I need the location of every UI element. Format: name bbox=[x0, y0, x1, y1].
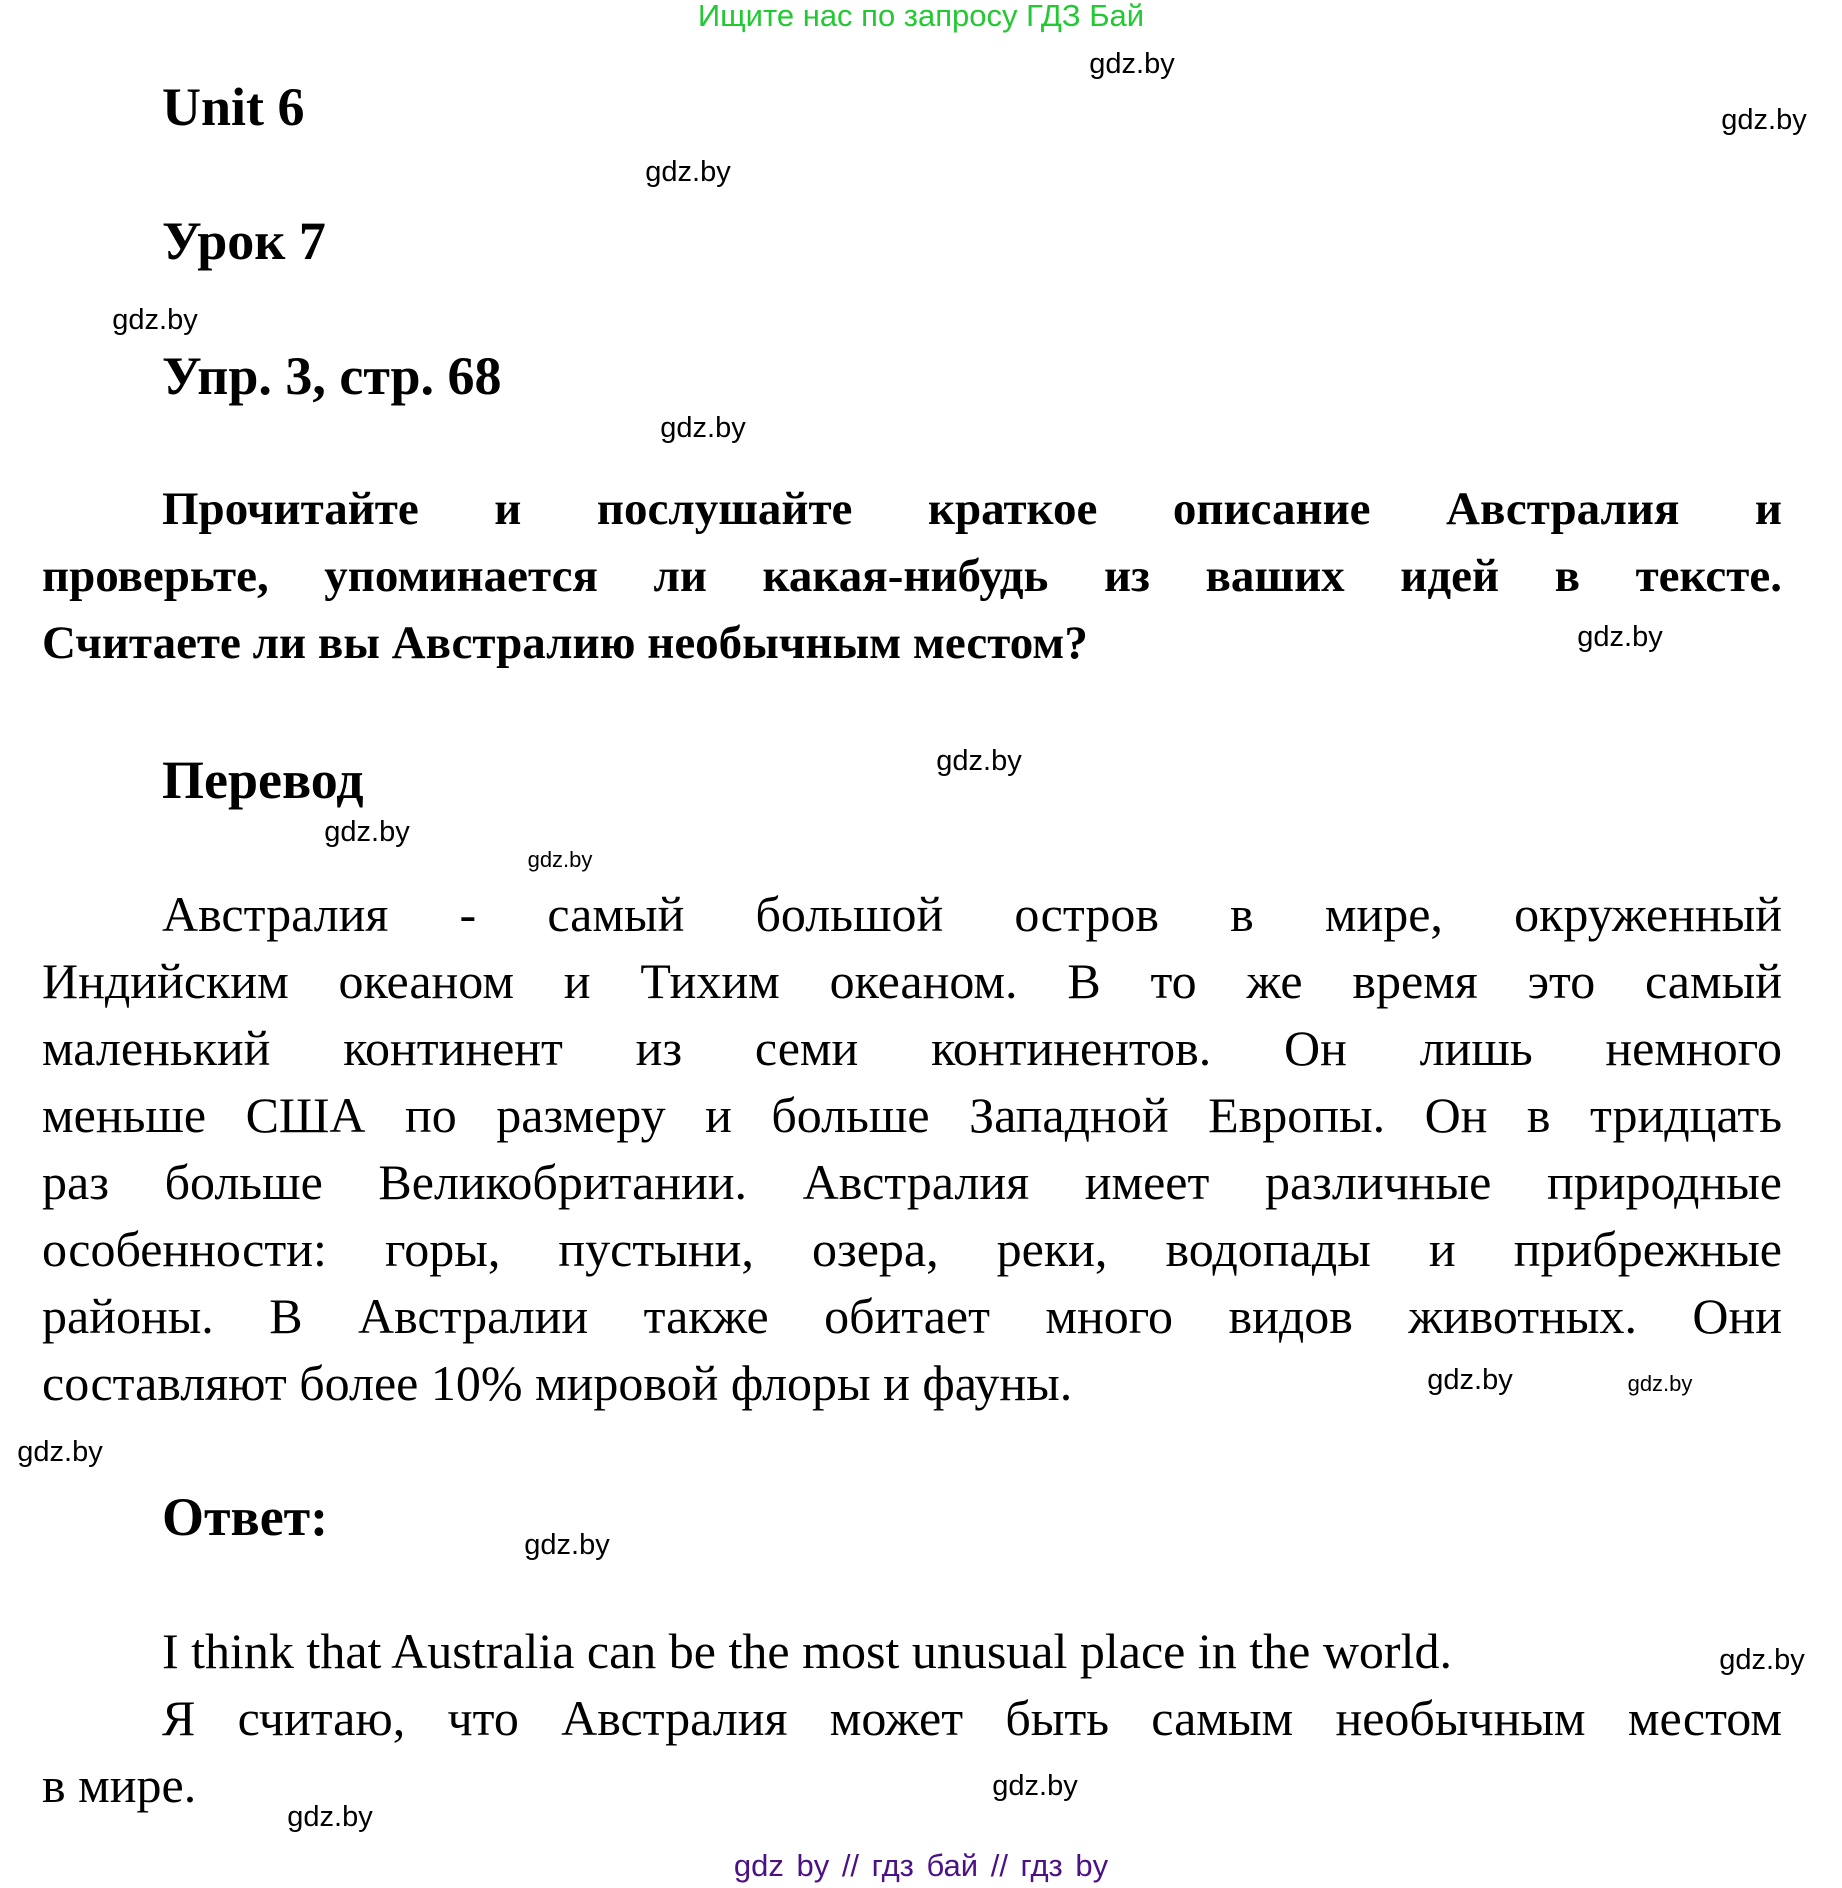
watermark: gdz.by bbox=[660, 412, 746, 444]
unit-heading: Unit 6 bbox=[162, 77, 305, 137]
task-line: Прочитайте и послушайте краткое описание Австралия и bbox=[162, 483, 1782, 535]
answer-heading: Ответ: bbox=[162, 1487, 329, 1547]
watermark: gdz.by bbox=[1427, 1364, 1513, 1396]
watermark: gdz.by bbox=[1719, 1644, 1805, 1676]
task-line: Считаете ли вы Австралию необычным местом? bbox=[42, 617, 1088, 669]
search-banner: Ищите нас по запросу ГДЗ Бай bbox=[697, 0, 1145, 33]
translation-line: Австралия - самый большой остров в мире, окруженный bbox=[162, 886, 1782, 942]
answer-line: Я считаю, что Австралия может быть самым необычным местом bbox=[162, 1690, 1782, 1746]
watermark: gdz.by bbox=[17, 1436, 103, 1468]
watermark: gdz.by bbox=[645, 156, 731, 188]
watermark: gdz.by bbox=[936, 745, 1022, 777]
exercise-heading: Упр. 3, стр. 68 bbox=[162, 346, 502, 406]
watermark: gdz.by bbox=[112, 304, 198, 336]
watermark: gdz.by bbox=[1721, 104, 1807, 136]
translation-line: раз больше Великобритании. Австралия имеет различные природные bbox=[42, 1154, 1782, 1210]
translation-line: особенности: горы, пустыни, озера, реки, водопады и прибрежные bbox=[42, 1221, 1782, 1277]
footer-links: gdz by // гдз бай // гдз by bbox=[733, 1848, 1109, 1883]
watermark: gdz.by bbox=[527, 847, 593, 872]
translation-line: Индийским океаном и Тихим океаном. В то же время это самый bbox=[42, 953, 1782, 1009]
watermark: gdz.by bbox=[287, 1801, 373, 1833]
answer-line: в мире. bbox=[42, 1757, 197, 1813]
translation-line: составляют более 10% мировой флоры и фауны. bbox=[42, 1355, 1073, 1411]
watermark: gdz.by bbox=[1627, 1371, 1693, 1396]
watermark: gdz.by bbox=[1089, 48, 1175, 80]
watermark: gdz.by bbox=[324, 816, 410, 848]
task-line: проверьте, упоминается ли какая-нибудь из ваших идей в тексте. bbox=[42, 550, 1782, 602]
answer-line: I think that Australia can be the most unusual place in the world. bbox=[162, 1623, 1452, 1679]
watermark: gdz.by bbox=[524, 1529, 610, 1561]
translation-heading: Перевод bbox=[162, 750, 364, 810]
lesson-heading: Урок 7 bbox=[162, 211, 326, 271]
translation-line: маленький континент из семи континентов. Он лишь немного bbox=[42, 1020, 1782, 1076]
watermark: gdz.by bbox=[992, 1770, 1078, 1802]
translation-line: районы. В Австралии также обитает много видов животных. Они bbox=[42, 1288, 1782, 1344]
watermark: gdz.by bbox=[1577, 621, 1663, 653]
translation-line: меньше США по размеру и больше Западной Европы. Он в тридцать bbox=[42, 1087, 1782, 1143]
